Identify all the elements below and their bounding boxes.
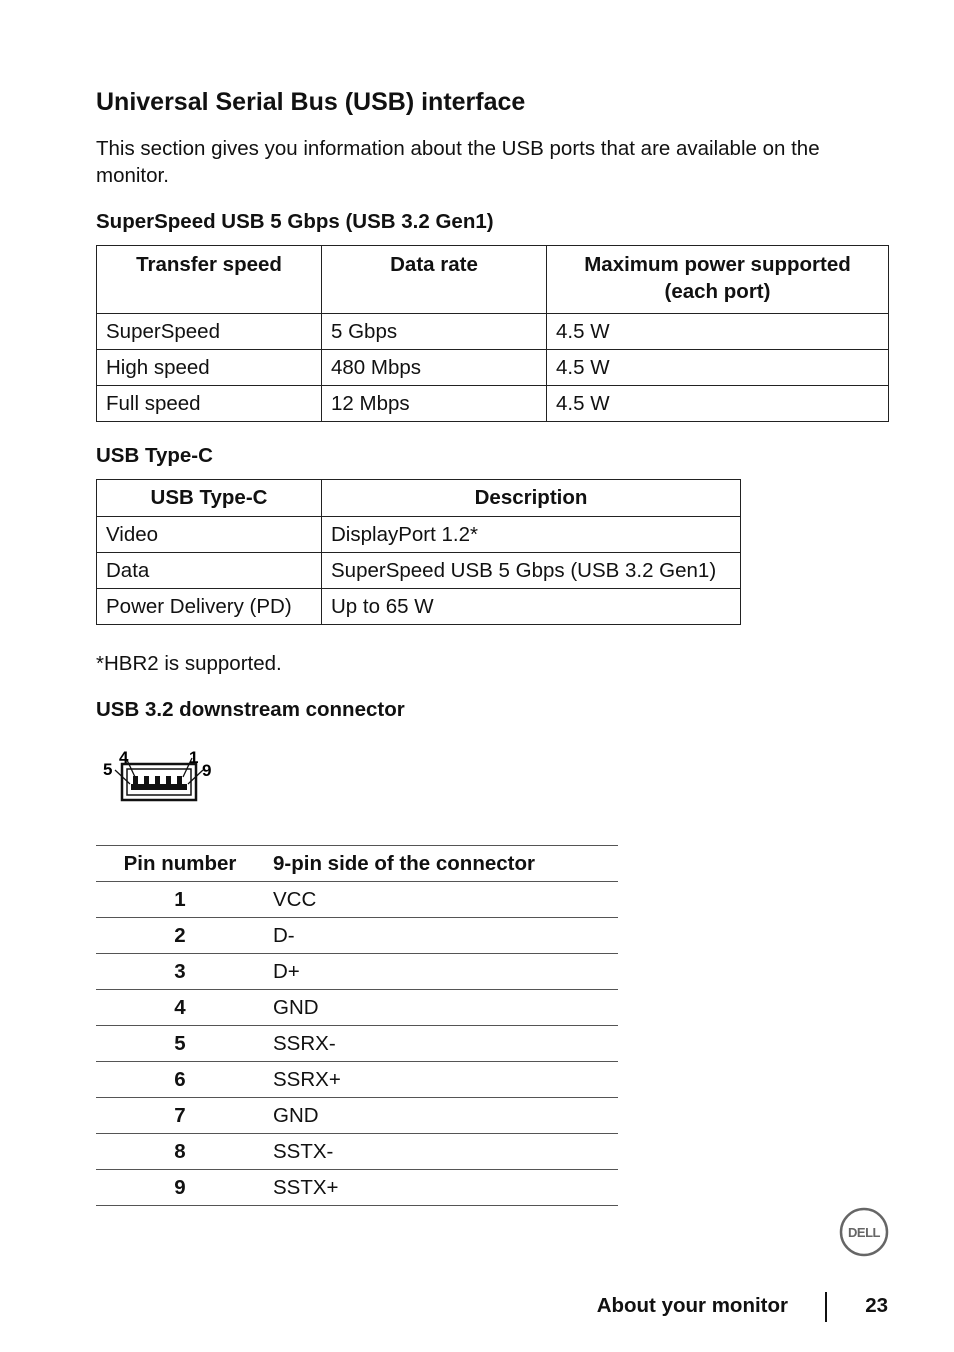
pin-label: 9	[202, 761, 212, 780]
pin-label: 5	[103, 760, 113, 779]
column-header: Maximum power supported (each port)	[547, 246, 889, 314]
column-header: 9-pin side of the connector	[264, 846, 618, 882]
table-cell: SuperSpeed	[97, 314, 322, 350]
table-row	[96, 990, 618, 1026]
table-cell: High speed	[97, 350, 322, 386]
pin-number: 8	[96, 1134, 264, 1170]
footer-section-title: About your monitor	[596, 1294, 788, 1317]
table-row	[97, 350, 889, 386]
table-cell: 4.5 W	[547, 350, 889, 386]
table-row	[97, 386, 889, 422]
table-cell: Data	[97, 553, 322, 589]
typec-table	[96, 479, 741, 625]
pin-number: 5	[96, 1026, 264, 1062]
pin-signal: GND	[264, 1098, 618, 1134]
column-header: Pin number	[96, 846, 264, 882]
superspeed-title: SuperSpeed USB 5 Gbps (USB 3.2 Gen1)	[96, 210, 494, 233]
pin-label: 1	[189, 748, 199, 767]
table-cell: Full speed	[97, 386, 322, 422]
superspeed-table	[96, 245, 889, 422]
table-row	[96, 1026, 618, 1062]
pin-signal: D-	[264, 918, 618, 954]
pin-number: 9	[96, 1170, 264, 1206]
pin-signal: SSRX+	[264, 1062, 618, 1098]
connector-pin	[155, 776, 160, 784]
table-row	[97, 517, 741, 553]
table-cell: 12 Mbps	[322, 386, 547, 422]
pin-signal: GND	[264, 990, 618, 1026]
pin-number: 1	[96, 882, 264, 918]
table-row	[97, 314, 889, 350]
table-row	[97, 553, 741, 589]
table-cell: 5 Gbps	[322, 314, 547, 350]
dell-logo-icon	[838, 1206, 890, 1258]
table-row	[96, 1170, 618, 1206]
table-row	[96, 918, 618, 954]
pin-number: 7	[96, 1098, 264, 1134]
pin-table	[96, 845, 618, 1206]
page-heading: Universal Serial Bus (USB) interface	[96, 88, 526, 116]
table-header-row	[97, 480, 741, 517]
column-header: Data rate	[322, 246, 547, 314]
pin-signal: D+	[264, 954, 618, 990]
typec-title: USB Type-C	[96, 444, 213, 467]
table-row	[96, 1062, 618, 1098]
table-row	[96, 882, 618, 918]
pin-number: 6	[96, 1062, 264, 1098]
pin-number: 3	[96, 954, 264, 990]
table-cell: 480 Mbps	[322, 350, 547, 386]
column-header: Transfer speed	[97, 246, 322, 314]
table-cell: 4.5 W	[547, 386, 889, 422]
logo-text: DELL	[848, 1225, 880, 1240]
table-row	[96, 1134, 618, 1170]
pin-signal: VCC	[264, 882, 618, 918]
table-cell: DisplayPort 1.2*	[322, 517, 741, 553]
pin-label: 4	[119, 748, 129, 767]
table-header-row	[96, 846, 618, 882]
connector-pin	[177, 776, 182, 784]
table-cell: SuperSpeed USB 5 Gbps (USB 3.2 Gen1)	[322, 553, 741, 589]
connector-pin	[133, 776, 138, 784]
table-header-row	[97, 246, 889, 314]
pin-number: 2	[96, 918, 264, 954]
intro-text: This section gives you information about the USB ports that are available on the monitor.	[96, 137, 820, 187]
column-header: USB Type-C	[97, 480, 322, 517]
footnote: *HBR2 is supported.	[96, 652, 282, 675]
usb-a-connector-diagram	[100, 744, 210, 806]
downstream-title: USB 3.2 downstream connector	[96, 698, 405, 721]
pin-signal: SSTX+	[264, 1170, 618, 1206]
connector-pin	[144, 776, 149, 784]
column-header: Description	[322, 480, 741, 517]
table-row	[97, 589, 741, 625]
pin-signal: SSRX-	[264, 1026, 618, 1062]
connector-pin	[166, 776, 171, 784]
pin-signal: SSTX-	[264, 1134, 618, 1170]
table-cell: Up to 65 W	[322, 589, 741, 625]
table-cell: Power Delivery (PD)	[97, 589, 322, 625]
connector-tongue	[131, 784, 187, 790]
page-number: 23	[865, 1294, 888, 1317]
pin-number: 4	[96, 990, 264, 1026]
table-row	[96, 954, 618, 990]
table-cell: Video	[97, 517, 322, 553]
table-cell: 4.5 W	[547, 314, 889, 350]
footer-divider	[825, 1292, 827, 1322]
table-row	[96, 1098, 618, 1134]
